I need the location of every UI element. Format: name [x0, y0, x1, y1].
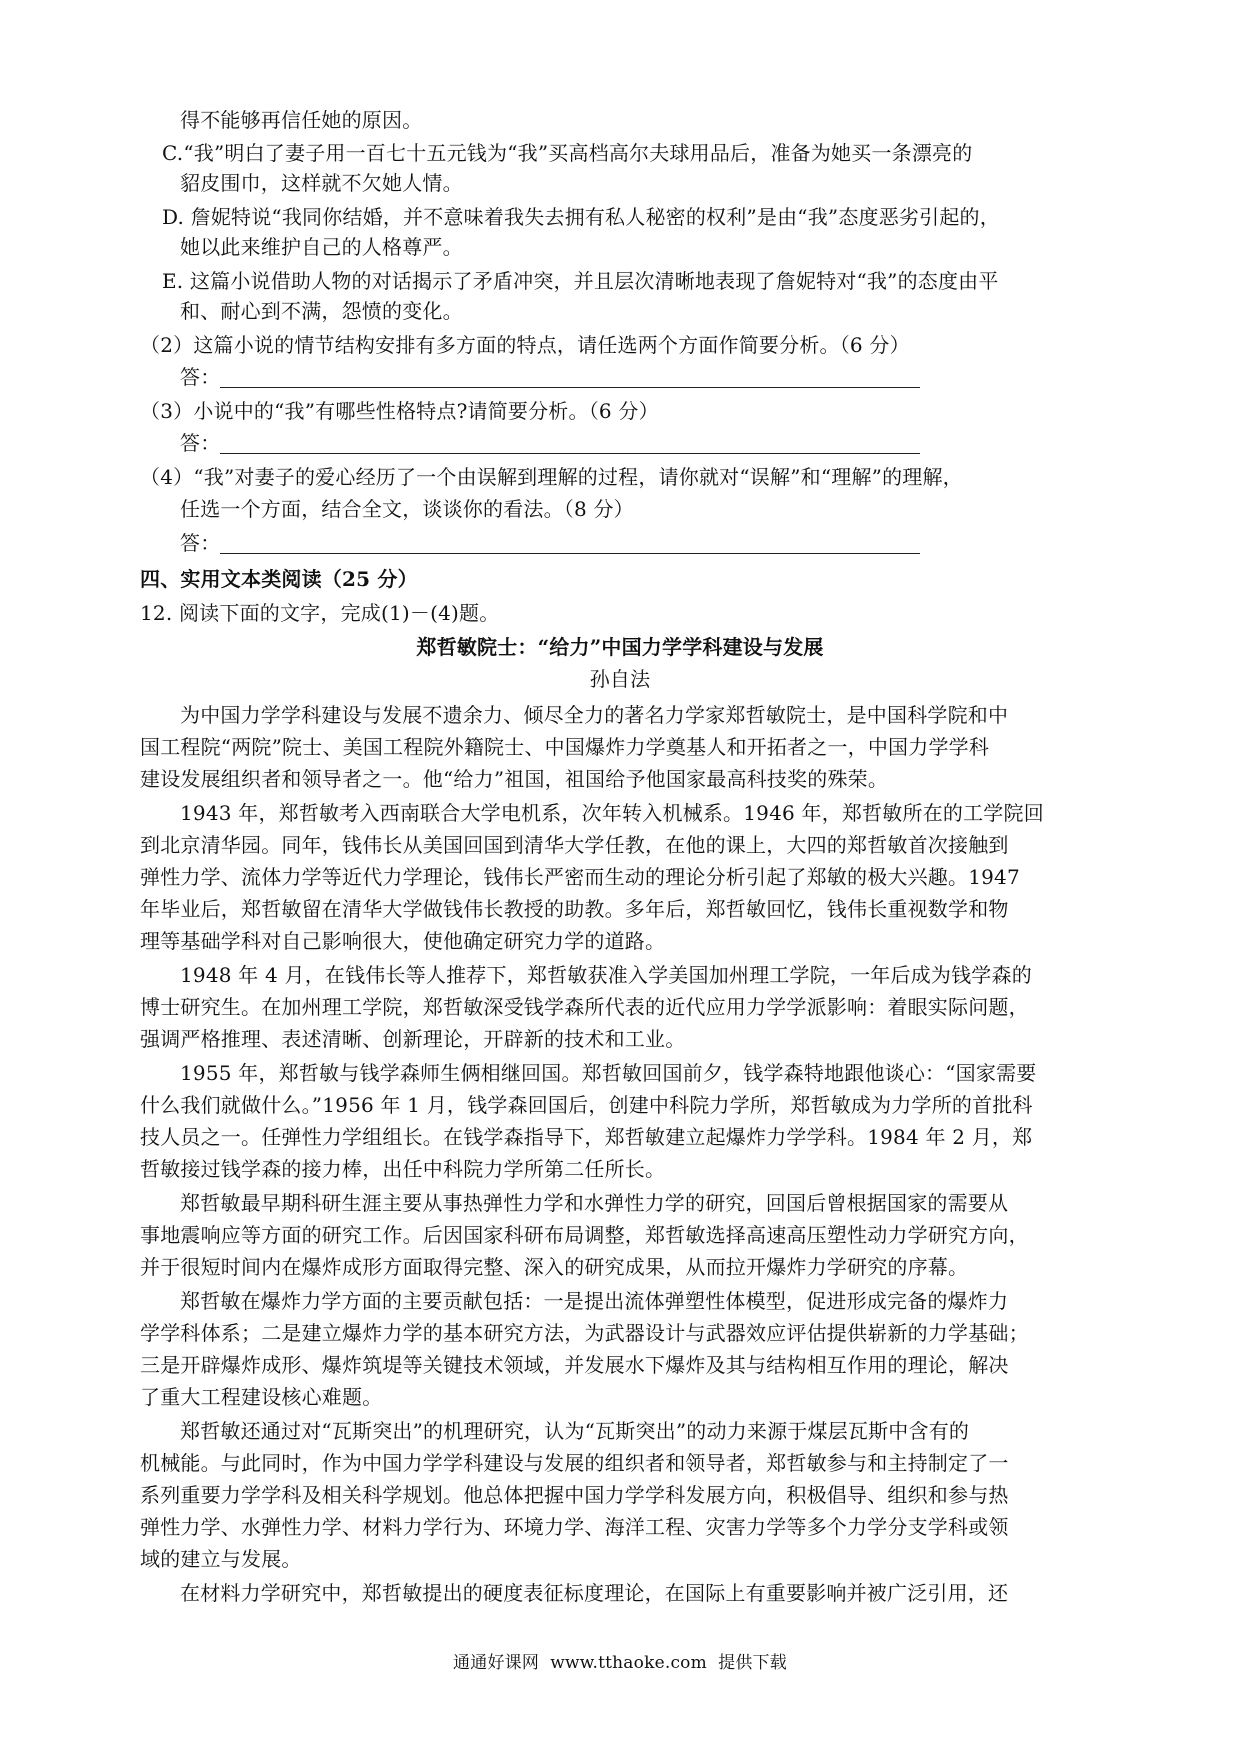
article-author: 孙自法	[589, 667, 651, 691]
article-line: 理等基础学科对自己影响很大，使他确定研究力学的道路。	[140, 929, 666, 953]
option-e-line-1: E. 这篇小说借助人物的对话揭示了矛盾冲突，并且层次清晰地表现了詹妮特对“我”的态度由平	[162, 269, 999, 293]
option-e-line-2: 和、耐心到不满，怨愤的变化。	[180, 299, 463, 323]
answer-label: 答：	[180, 531, 221, 555]
article-line: 到北京清华园。同年，钱伟长从美国回国到清华大学任教，在他的课上，大四的郑哲敏首次接触到	[140, 833, 1009, 857]
article-line: 弹性力学、流体力学等近代力学理论，钱伟长严密而生动的理论分析引起了郑敏的极大兴趣。1947	[140, 865, 1020, 889]
article-line: 1955 年，郑哲敏与钱学森师生俩相继回国。郑哲敏回国前夕，钱学森特地跟他谈心：“国家需要	[180, 1061, 1037, 1085]
article-line: 郑哲敏还通过对“瓦斯突出”的机理研究，认为“瓦斯突出”的动力来源于煤层瓦斯中含有的	[180, 1419, 970, 1443]
article-line: 郑哲敏在爆炸力学方面的主要贡献包括：一是提出流体弹塑性体模型，促进形成完备的爆炸力	[180, 1289, 1009, 1313]
question-12-prompt: 12. 阅读下面的文字，完成(1)－(4)题。	[140, 601, 500, 625]
answer-blank[interactable]	[220, 363, 920, 388]
page-footer: 通通好课网 www.tthaoke.com 提供下载	[453, 1653, 787, 1673]
article-line: 郑哲敏最早期科研生涯主要从事热弹性力学和水弹性力学的研究，回国后曾根据国家的需要从	[180, 1191, 1009, 1215]
article-line: 弹性力学、水弹性力学、材料力学行为、环境力学、海洋工程、灾害力学等多个力学分支学科或领	[140, 1515, 1009, 1539]
article-line: 建设发展组织者和领导者之一。他“给力”祖国，祖国给予他国家最高科技奖的殊荣。	[140, 767, 889, 791]
article-line: 国工程院“两院”院士、美国工程院外籍院士、中国爆炸力学奠基人和开拓者之一，中国力学学科	[140, 735, 990, 759]
option-c-line-1: C.“我”明白了妻子用一百七十五元钱为“我”买高档高尔夫球用品后，准备为她买一条漂亮的	[162, 141, 973, 165]
article-line: 三是开辟爆炸成形、爆炸筑堤等关键技术领域，并发展水下爆炸及其与结构相互作用的理论，解决	[140, 1353, 1009, 1377]
option-d-line-2: 她以此来维护自己的人格尊严。	[180, 235, 463, 259]
article-line: 域的建立与发展。	[140, 1547, 302, 1571]
article-line: 年毕业后，郑哲敏留在清华大学做钱伟长教授的助教。多年后，郑哲敏回忆，钱伟长重视数学和物	[140, 897, 1009, 921]
article-line: 系列重要力学学科及相关科学规划。他总体把握中国力学学科发展方向，积极倡导、组织和参与热	[140, 1483, 1009, 1507]
article-line: 博士研究生。在加州理工学院，郑哲敏深受钱学森所代表的近代应用力学学派影响：着眼实际问题，	[140, 995, 1029, 1019]
sub-question-4-line-2: 任选一个方面，结合全文，谈谈你的看法。（8 分）	[180, 497, 634, 521]
article-line: 事地震响应等方面的研究工作。后因国家科研布局调整，郑哲敏选择高速高压塑性动力学研究方向，	[140, 1223, 1029, 1247]
article-line: 并于很短时间内在爆炸成形方面取得完整、深入的研究成果，从而拉开爆炸力学研究的序幕。	[140, 1255, 969, 1279]
option-d-line-1: D. 詹妮特说“我同你结婚，并不意味着我失去拥有私人秘密的权利”是由“我”态度恶劣引起的，	[162, 205, 1000, 229]
sub-question-2: （2）这篇小说的情节结构安排有多方面的特点，请任选两个方面作简要分析。（6 分）	[140, 333, 910, 357]
option-b-continuation: 得不能够再信任她的原因。	[180, 108, 423, 132]
answer-line-4	[180, 528, 920, 558]
answer-blank[interactable]	[220, 429, 920, 454]
sub-question-4-line-1: （4）“我”对妻子的爱心经历了一个由误解到理解的过程，请你就对“误解”和“理解”的理解，	[140, 465, 963, 489]
article-line: 了重大工程建设核心难题。	[140, 1385, 383, 1409]
answer-label: 答：	[180, 365, 221, 389]
sub-question-3: （3）小说中的“我”有哪些性格特点?请简要分析。（6 分）	[140, 399, 659, 423]
article-line: 机械能。与此同时，作为中国力学学科建设与发展的组织者和领导者，郑哲敏参与和主持制定了一	[140, 1451, 1009, 1475]
answer-line-2	[180, 362, 920, 392]
article-line: 哲敏接过钱学森的接力棒，出任中科院力学所第二任所长。	[140, 1157, 666, 1181]
article-line: 强调严格推理、表述清晰、创新理论，开辟新的技术和工业。	[140, 1027, 686, 1051]
answer-blank[interactable]	[220, 529, 920, 554]
section-heading: 四、实用文本类阅读（25 分）	[140, 567, 418, 591]
article-line: 在材料力学研究中，郑哲敏提出的硬度表征标度理论，在国际上有重要影响并被广泛引用，还	[180, 1581, 1009, 1605]
article-title: 郑哲敏院士：“给力”中国力学学科建设与发展	[416, 635, 824, 659]
article-line: 技人员之一。任弹性力学组组长。在钱学森指导下，郑哲敏建立起爆炸力学学科。1984 年 2 月，郑	[140, 1125, 1033, 1149]
option-c-line-2: 貂皮围巾，这样就不欠她人情。	[180, 171, 463, 195]
article-line: 1943 年，郑哲敏考入西南联合大学电机系，次年转入机械系。1946 年，郑哲敏所在的工学院回	[180, 801, 1044, 825]
article-line: 什么我们就做什么。”1956 年 1 月，钱学森回国后，创建中科院力学所，郑哲敏成为力学所的首批科	[140, 1093, 1033, 1117]
article-line: 学学科体系；二是建立爆炸力学的基本研究方法，为武器设计与武器效应评估提供崭新的力学基础；	[140, 1321, 1029, 1345]
answer-line-3	[180, 428, 920, 458]
answer-label: 答：	[180, 431, 221, 455]
article-line: 为中国力学学科建设与发展不遗余力、倾尽全力的著名力学家郑哲敏院士，是中国科学院和中	[180, 703, 1009, 727]
article-line: 1948 年 4 月，在钱伟长等人推荐下，郑哲敏获准入学美国加州理工学院，一年后成为钱学森的	[180, 963, 1032, 987]
